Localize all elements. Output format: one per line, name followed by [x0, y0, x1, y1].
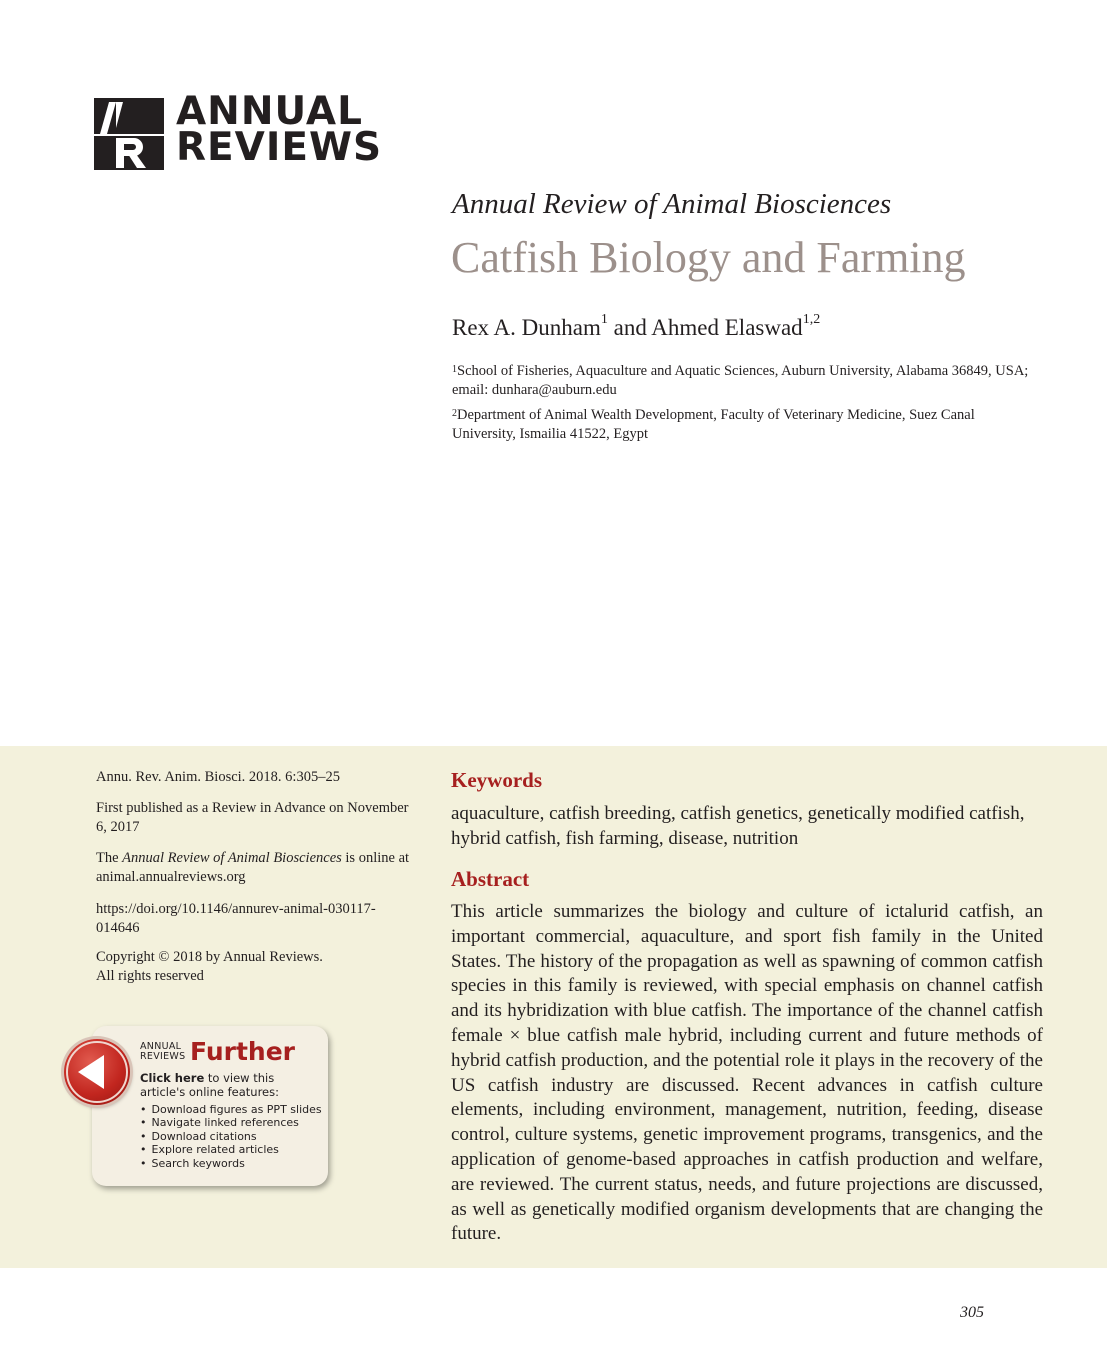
copyright [96, 948, 416, 986]
author-1: Rex A. Dunham [452, 315, 601, 340]
abstract-text: This article summarizes the biology and culture of ictalurid catfish, an important commercial, aquaculture, and sport fish family in the United States. The history of the propagation as well as spawning of common catfish species in this family is reviewed, with special emphasis on channel catfish and its hybridization with blue catfish. The importance of the channel catfish female × blue catfish male hybrid, including current and future methods of hybrid catfish production, and the potential role it plays in the recovery of the US catfish industry are discussed. Recent advances in catfish culture elements, including environment, management, nutrition, feeding, disease control, culture systems, genetic improvement programs, transgenics, and the application of genome-based approaches in catfish production and welfare, are reviewed. The current status, needs, and future projections are discussed, as well as genetically modified organism developments that are changing the future. [451, 901, 1043, 1245]
abstract-heading: Abstract [451, 867, 530, 891]
further-description [140, 1071, 320, 1099]
logo-wordmark [176, 89, 383, 170]
first-published: First published as a Review in Advance on November 6, 2017 [96, 800, 409, 835]
article-title: Catfish Biology and Farming [451, 233, 966, 282]
list-item: • Explore related articles [140, 1143, 322, 1156]
further-feature-list [140, 1103, 322, 1170]
left-arrow-icon [64, 1039, 130, 1105]
logo-line-2: REVIEWS [176, 125, 383, 170]
list-item: • Search keywords [140, 1157, 322, 1170]
affiliation-2-marker: 2 [452, 408, 457, 419]
copyright-line: Copyright © 2018 by Annual Reviews. [96, 949, 323, 965]
further-title: Further [190, 1037, 295, 1066]
keywords-heading: Keywords [451, 768, 542, 792]
affiliation-2 [452, 406, 1032, 444]
affiliation-1 [452, 362, 1032, 400]
author-line [452, 312, 821, 341]
online-suffix: is online at animal.annualreviews.org [96, 850, 410, 885]
citation: Annu. Rev. Anim. Biosci. 2018. 6:305–25 [96, 769, 340, 785]
affiliation-2-text: Department of Animal Wealth Development, Faculty of Veterinary Medicine, Suez Canal University, Ismailia 41522, Egypt [452, 407, 975, 442]
doi-link[interactable]: https://doi.org/10.1146/annurev-animal-030117-014646 [96, 901, 376, 936]
logo-line-1: ANNUAL [176, 89, 363, 134]
list-item: • Download figures as PPT slides [140, 1103, 322, 1116]
annual-reviews-logo [94, 89, 383, 172]
ar-logo-mark-icon [94, 98, 164, 170]
author-2: and Ahmed Elaswad [607, 315, 803, 340]
author-1-affil: 1 [600, 312, 608, 327]
rights-line: All rights reserved [96, 968, 204, 984]
click-here-link[interactable]: Click here [140, 1071, 205, 1085]
online-journal: Annual Review of Animal Biosciences [122, 850, 342, 866]
further-brand-line-2: REVIEWS [140, 1051, 186, 1062]
further-arrow-button[interactable] [64, 1039, 130, 1105]
page-number: 305 [960, 1304, 984, 1321]
online-at [96, 849, 416, 887]
further-description-text: to view this article's online features: [140, 1071, 279, 1099]
online-prefix: The [96, 850, 123, 866]
journal-name: Annual Review of Animal Biosciences [452, 188, 892, 220]
list-item: • Navigate linked references [140, 1116, 322, 1129]
keywords-text: aquaculture, catfish breeding, catfish genetics, genetically modified catfish, hybrid catfish, fish farming, disease, nutrition [451, 803, 1025, 849]
affiliation-1-marker: 1 [452, 364, 457, 375]
further-brand [140, 1042, 185, 1062]
affiliation-1-text: School of Fisheries, Aquaculture and Aquatic Sciences, Auburn University, Alabama 36849, USA; email: dunhara@auburn.edu [452, 363, 1029, 398]
list-item: • Download citations [140, 1130, 322, 1143]
author-2-affil: 1,2 [802, 312, 821, 327]
further-brand-line-1: ANNUAL [140, 1041, 182, 1052]
